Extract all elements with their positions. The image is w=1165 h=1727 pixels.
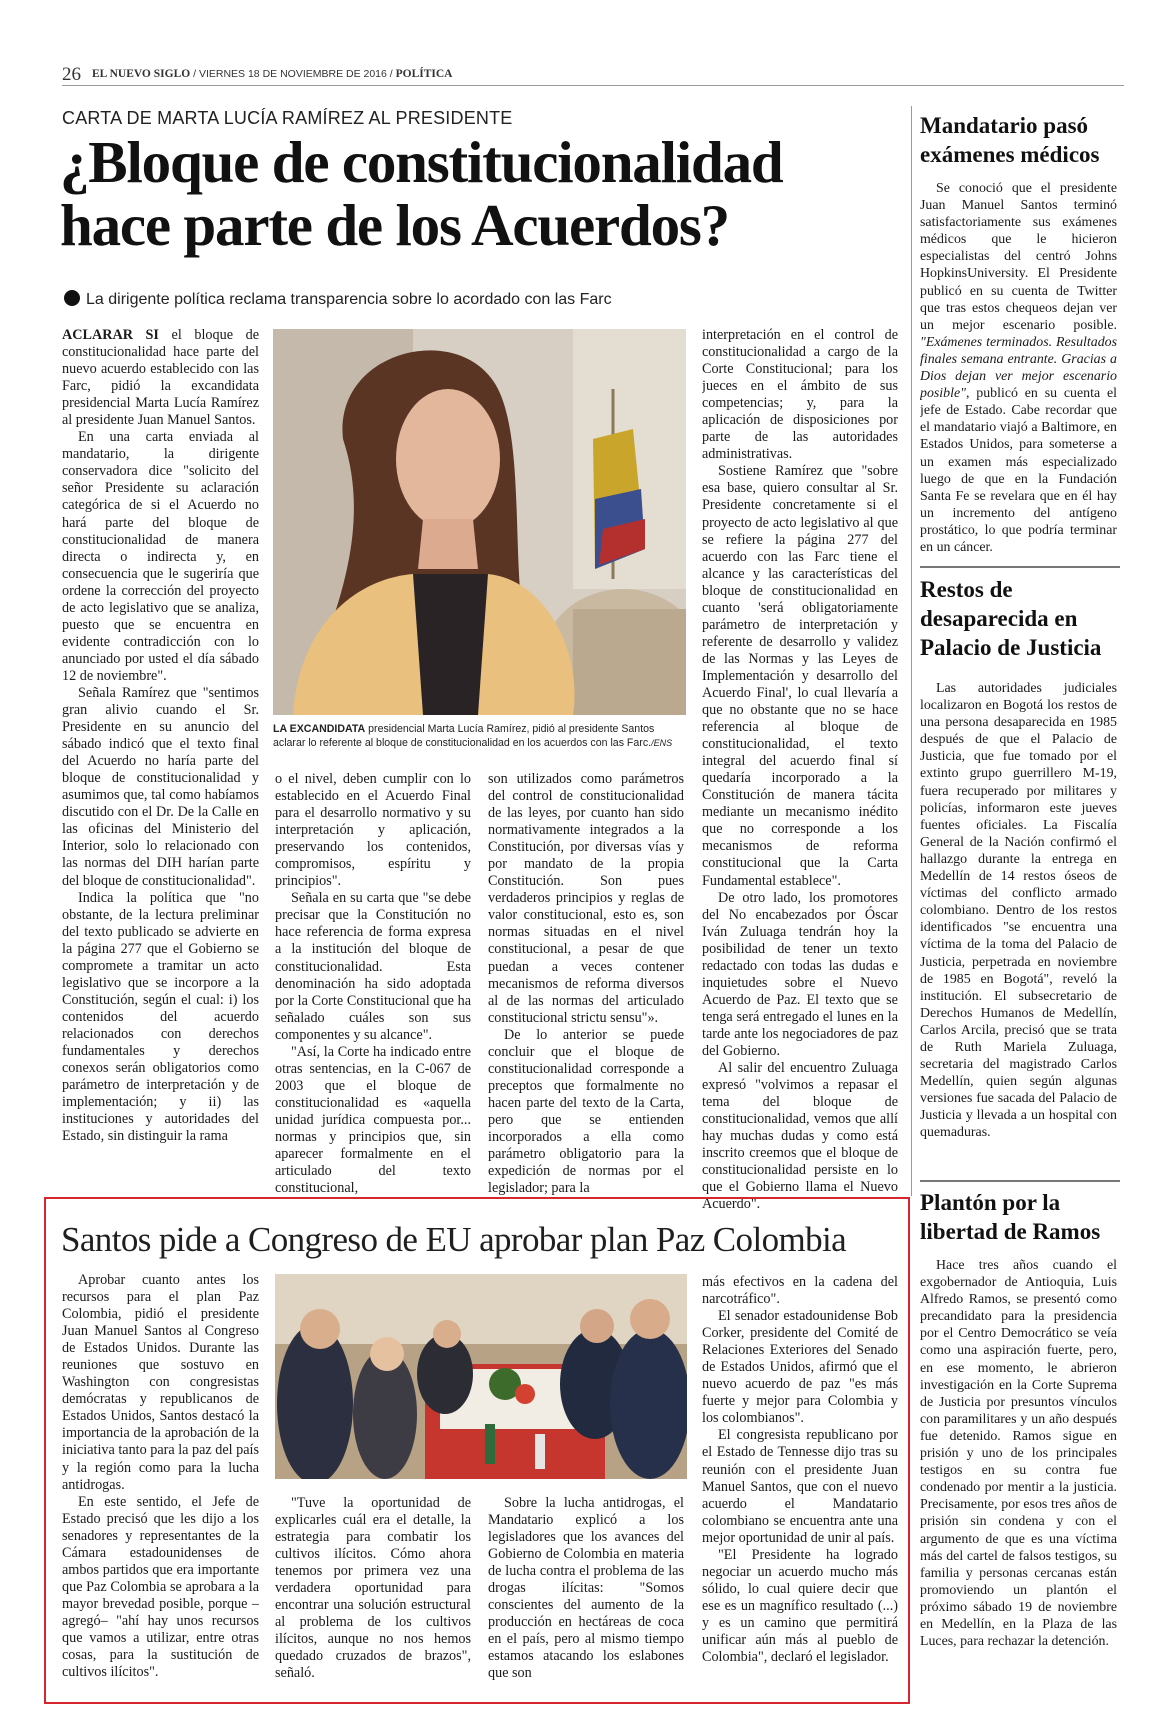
second-headline: Santos pide a Congreso de EU aprobar plan Paz Colombia (61, 1220, 847, 1259)
paragraph: De otro lado, los promotores del No encabezados por Óscar Iván Zuluaga tendrán hoy la posibilidad de tener un texto redactado con todas las dudas e inquietudes sobre el Nuevo Acuerdo de Paz. El texto que se tenga será entregado el lunes en la tarde ante los negociadores de paz del Gobierno. (702, 889, 898, 1059)
paragraph: ACLARAR SI el bloque de constitucionalidad hace parte del nuevo acuerdo establecido con las Farc, pidió la excandidata presidencial Marta Lucía Ramírez al presidente Juan Manuel Santos. (62, 327, 259, 429)
sidebar-story-3 (920, 1257, 1117, 1697)
paragraph: Se conoció que el presidente Juan Manuel Santos terminó satisfactoriamente sus exámenes médicos que le hicieron especialistas del centró Johns HopkinsUniversity. El Presidente publicó en su cuenta de Twitter que tras estos chequeos dejan ver un mejor escenario posible. "Exámenes terminados. Resultados finales semana entrante. Gracias a Dios dejan ver mejor escenario posible", publicó en su cuenta el jefe de Estado. Cabe recordar que el mandatario viajó a Baltimore, en Estados Unidos, para someterse a un examen más especializado luego de que en la Fundación Santa Fe se revelara que en él hay un incremento del antígeno prostático, lo que podría terminar en un cáncer. (920, 181, 1117, 555)
photo-marta-lucia-ramirez (273, 329, 686, 715)
main-column-1 (62, 327, 259, 1217)
paragraph: En una carta enviada al mandatario, la dirigente conservadora dice "solicito del señor Presidente su aclaración categórica de si el Acuerdo no hará parte del bloque de constitucionalidad de manera directa o indirecta y, en consecuencia que le sugeriría que ordene la corrección del proyecto de acto legislativo que se analiza, puesto que se encuentra en evidente contradicción con lo anunciado por usted el día sábado 12 de noviembre". (62, 429, 259, 684)
dateline: / VIERNES 18 DE NOVIEMBRE DE 2016 / (190, 68, 396, 80)
deck-text: La dirigente política reclama transparencia sobre lo acordado con las Farc (86, 291, 612, 308)
paragraph: Sostiene Ramírez que "sobre esa base, quiero consultar al Sr. Presidente concretamente si el proyecto de acto legislativo al que se refiere la página 277 del acuerdo con las Farc tiene el alcance y las características del bloque de constitucionalidad en cuanto 'será obligatoriamente parámetro de interpretación y referente de desarrollo y validez de las Normas y las Leyes de Implementación y desarrollo del Acuerdo Final', lo cual llevaría a que no obstante que no se hace referencia al bloque de constitucionalidad, el texto integral del acuerdo final sí quedaría incorporado a la Constitución de manera tácita mediante un mecanismo inédito que no corresponde a los mecanismos de reforma constitucional que la Carta Fundamental establece". (702, 463, 898, 889)
headline-line-1: ¿Bloque de constitucionalidad (60, 129, 783, 195)
sidebar-headline-2: Restos de desaparecida en Palacio de Justicia (920, 577, 1102, 660)
bullet-icon (64, 290, 80, 306)
headline-line-2: hace parte de los Acuerdos? (60, 192, 729, 258)
sidebar-story-1 (920, 180, 1117, 560)
main-column-3 (488, 771, 684, 1217)
section-name: POLÍTICA (395, 68, 453, 80)
second-column-3 (488, 1495, 684, 1695)
second-column-4 (702, 1274, 898, 1694)
paragraph: Sobre la lucha antidrogas, el Mandatario explicó a los legisladores que los avances del Gobierno de Colombia en materia de lucha contra el problema de las drogas ilícitas: "Somos conscientes del aumento de la producción en hectáreas de coca en el país, pero al mismo tiempo estamos atacando los eslabones que son (488, 1495, 684, 1682)
second-column-1 (62, 1272, 259, 1692)
paragraph: El congresista republicano por el Estado de Tennesse dijo tras su reunión con el presidente Juan Manuel Santos, que con el nuevo acuerdo el Mandatario colombiano se encuentra ante una mejor oportunidad de unir al país. (702, 1427, 898, 1546)
main-headline (60, 131, 910, 257)
meeting-illustration (275, 1274, 687, 1479)
header-rule (62, 85, 1124, 86)
sidebar-story-2 (920, 680, 1117, 1180)
sidebar-rule-1 (920, 566, 1120, 568)
paragraph: Señala en su carta que "se debe precisar que la Constitución no hace referencia de forma expresa a la institución del bloque de constitucionalidad. Esta denominación ha sido adoptada por la Corte Constitucional que ha señalado cuáles son sus componentes y su alcance". (275, 890, 471, 1043)
paragraph: De lo anterior se puede concluir que el bloque de constitucionalidad corresponde a preceptos que formalmente no hacen parte del texto de la Carta, pero que se entienden incorporados a ella como parámetro obligatorio para la expedición de normas por el legislador; para la (488, 1026, 684, 1197)
sidebar-headline-3: Plantón por la libertad de Ramos (920, 1190, 1101, 1244)
paragraph: Aprobar cuanto antes los recursos para el plan Paz Colombia, pidió el presidente Juan Manuel Santos al Congreso de Estados Unidos. Durante las reuniones que sostuvo en Washington con congresistas demócratas y republicanos de Estados Unidos, Santos destacó la importancia de la aprobación de la iniciativa tanto para la paz del país y la región como para la lucha antidrogas. (62, 1272, 259, 1493)
caption-lead: LA EXCANDIDATA (273, 723, 366, 735)
masthead-name: EL NUEVO SIGLO (92, 68, 191, 80)
second-column-2 (275, 1495, 471, 1695)
sidebar-rule-2 (920, 1180, 1120, 1182)
paragraph: más efectivos en la cadena del narcotráfico". (702, 1274, 898, 1308)
paragraph: son utilizados como parámetros del control de constitucionalidad de las leyes, por cuanto han sido normativamente integrados a la Constitución, por diversas vías y por mandato de la propia Constitución. Son pues verdaderos principios y reglas de valor constitucional, esto es, son normas situadas en el nivel constitucional, a pesar de que puedan a veces contener mecanismos de reforma diversos al de las normas del articulado constitucional strictu sensu"». (488, 771, 684, 1026)
photo-credit: /ENS (651, 737, 673, 748)
paragraph: "El Presidente ha logrado negociar un acuerdo mucho más sólido, lo cual quiere decir que ese es un magnífico resultado (...) y es un camino que permitirá unificar aún más al pueblo de Colombia", declaró el legislador. (702, 1546, 898, 1666)
paragraph: Indica la política que "no obstante, de la lectura preliminar del texto publicado se advierte en la página 277 que el Gobierno se compromete a tramitar un acto legislativo que se incorpore a la Constitución, según el cual: i) los contenidos del acuerdo relacionados con derechos fundamentales y derechos conexos serán obligatorios como parámetro de interpretación y de implementación; y ii) las instituciones y autoridades del Estado, sin distinguir la rama (62, 889, 259, 1145)
paragraph: En este sentido, el Jefe de Estado precisó que les dijo a los senadores y representantes de la Cámara estadounidenses de ambos partidos que era importante que Paz Colombia se aprobara a la mayor brevedad posible, porque –agregó– "ahí hay unos recursos que vamos a utilizar, entre otras cosas, para la sustitución de cultivos ilícitos". (62, 1493, 259, 1681)
main-column-4 (702, 327, 898, 1217)
page-header (62, 64, 1122, 86)
photo-santos-meeting (275, 1274, 687, 1479)
kicker: CARTA DE MARTA LUCÍA RAMÍREZ AL PRESIDENTE (62, 108, 513, 128)
photo-caption: LA EXCANDIDATA presidencial Marta Lucía Ramírez, pidió al presidente Santos aclarar lo referente al bloque de constitucionalidad en los acuerdos con las Farc./ENS (273, 723, 673, 749)
tweet-quote: "Exámenes terminados. Resultados finales semana entrante. Gracias a Dios dejan ver mejor escenario posible" (920, 334, 1117, 402)
lead-in: ACLARAR SI (62, 327, 159, 343)
sidebar-divider (911, 106, 912, 1196)
paragraph: Hace tres años cuando el exgobernador de Antioquia, Luis Alfredo Ramos, se presentó como precandidato para la presidencia por el Centro Democrático se veía como una aspiración fuerte, pero, en ese momento, le abrieron investigación en la Corte Suprema de Justicia por presuntos vínculos con paramilitares y un año después fue detenido. Ramos sigue en prisión y uno de los principales testigos en su contra fue condenado por mentir a la justicia. Precisamente, por esos tres años de prisión sin condena y con el argumento de que es una víctima más del cartel de falsos testigos, su familia y personas cercanas están promoviendo un plantón el próximo sábado 19 de noviembre en Medellín, en la Plaza de las Luces, para rechazar la detención. (920, 1258, 1117, 1650)
paragraph: "Tuve la oportunidad de explicarles cuál era el detalle, la estrategia para combatir los cultivos ilícitos. Cómo ahora tenemos por primera vez una verdadera oportunidad para encontrar una solución estructural al problema de los cultivos ilícitos, aunque no nos hemos quedado cruzados de brazos", señaló. (275, 1495, 471, 1682)
paragraph: interpretación en el control de constitucionalidad a cargo de la Corte Constitucional; para los jueces en el ámbito de sus competencias; y, para la aplicación de disposiciones por parte de las autoridades administrativas. (702, 327, 898, 463)
paragraph: Al salir del encuentro Zuluaga expresó "volvimos a repasar el tema del bloque de constitucionalidad, vemos que allí hay muchas dudas y como está inscrito creemos que el bloque de constitucionalidad persiste en lo que el Gobierno llama el Nuevo Acuerdo". (702, 1060, 898, 1213)
main-column-2 (275, 771, 471, 1217)
deck (64, 290, 612, 309)
paragraph: o el nivel, deben cumplir con lo establecido en el Acuerdo Final para el desarrollo normativo y su interpretación y aplicación, preservando los contenidos, compromisos, espíritu y principios". (275, 771, 471, 890)
paragraph: El senador estadounidense Bob Corker, presidente del Comité de Relaciones Exteriores del Senado de Estados Unidos, afirmó que el nuevo acuerdo de paz "es más fuerte y mejor para Colombia y los colombianos". (702, 1308, 898, 1427)
masthead (92, 68, 452, 80)
paragraph: Las autoridades judiciales localizaron en Bogotá los restos de una persona desaparecida en 1985 después de que el Palacio de Justicia, que fue tomado por el extinto grupo guerrillero M-19, fuera recuperado por militares y policías, informaron este jueves fuentes oficiales. La Fiscalía General de la Nación confirmó el hallazgo durante la entrega en Medellín de 14 restos óseos de víctimas del conflicto armado colombiano. Dentro de los restos identificados "se encuentra una víctima de la toma del Palacio de Justicia, perpetrada en noviembre de 1985 en Bogotá", reveló la institución. El subsecretario de Derechos Humanos de Medellín, Carlos Arcila, precisó que se trata de Ruth Mariela Zuluaga, secretaria del magistrado Carlos Medellín, quien según algunas versiones fue sacada del Palacio de Justicia y llevada a un hospital con quemaduras. (920, 681, 1117, 1141)
paragraph: Señala Ramírez que "sentimos gran alivio cuando el Sr. Presidente en su anuncio del sábado indicó que el texto final del Acuerdo no haría parte del bloque de constitucionalidad y asumimos que, tal como habíamos discutido con el Dr. De la Calle en las oficinas del Ministerio del Interior, solo lo relacionado con las normas del DIH harían parte del bloque de constitucionalidad". (62, 684, 259, 889)
page-number: 26 (62, 64, 81, 85)
paragraph: "Así, la Corte ha indicado entre otras sentencias, en la C-067 de 2003 que el bloque de constitucionalidad es «aquella unidad jurídica compuesta por... normas y principios que, sin aparecer formalmente en el articulado del texto constitucional, (275, 1043, 471, 1197)
portrait-illustration (273, 329, 686, 715)
sidebar-headline-1: Mandatario pasó exámenes médicos (920, 113, 1100, 167)
